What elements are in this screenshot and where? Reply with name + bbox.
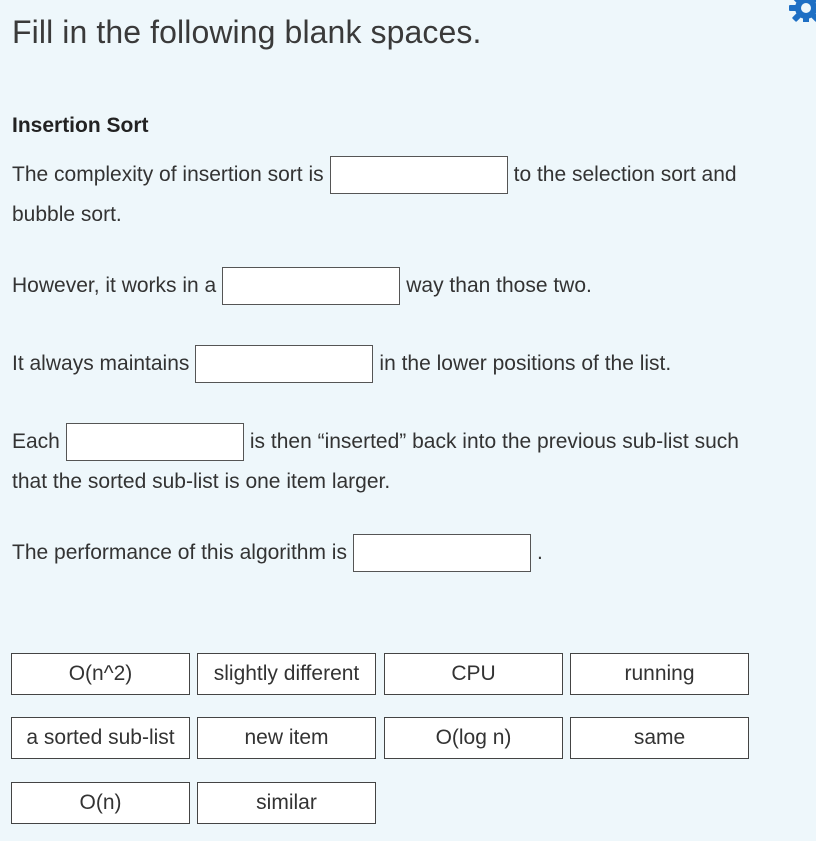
- sentence-3: [12, 344, 671, 384]
- sentence-1-after: to the selection sort and: [513, 163, 737, 186]
- option-running[interactable]: running: [570, 653, 749, 695]
- option-a-sorted-sub-list[interactable]: a sorted sub-list: [11, 717, 190, 759]
- sentence-4-continued-text: that the sorted sub-list is one item larger.: [12, 470, 391, 493]
- option-similar[interactable]: similar: [197, 782, 376, 824]
- option-cpu[interactable]: CPU: [384, 653, 563, 695]
- sentence-5-after: .: [536, 541, 543, 564]
- sentence-2-after: way than those two.: [406, 274, 592, 297]
- sentence-4-after: is then “inserted” back into the previous sub-list such: [249, 430, 739, 453]
- sentence-2-before: However, it works in a: [12, 274, 217, 297]
- sentence-4-continued: [12, 462, 390, 502]
- section-heading: Insertion Sort: [12, 114, 149, 137]
- sentence-3-after: in the lower positions of the list.: [379, 352, 672, 375]
- sentence-1: [12, 155, 737, 195]
- sentence-1-continued-text: bubble sort.: [12, 203, 122, 226]
- sentence-3-before: It always maintains: [12, 352, 190, 375]
- sentence-5: [12, 533, 543, 573]
- blank-3-drop-zone[interactable]: [195, 345, 373, 383]
- blank-4-drop-zone[interactable]: [66, 423, 244, 461]
- option-slightly-different[interactable]: slightly different: [197, 653, 376, 695]
- blank-2-drop-zone[interactable]: [222, 267, 400, 305]
- option-o-n[interactable]: O(n): [11, 782, 190, 824]
- option-new-item[interactable]: new item: [197, 717, 376, 759]
- gear-icon[interactable]: [786, 0, 816, 22]
- option-same[interactable]: same: [570, 717, 749, 759]
- sentence-1-before: The complexity of insertion sort is: [12, 163, 324, 186]
- option-o-n-squared[interactable]: O(n^2): [11, 653, 190, 695]
- sentence-4-before: Each: [12, 430, 60, 453]
- page-title: Fill in the following blank spaces.: [12, 14, 482, 50]
- sentence-5-before: The performance of this algorithm is: [12, 541, 347, 564]
- blank-5-drop-zone[interactable]: [353, 534, 531, 572]
- sentence-2: [12, 266, 592, 306]
- option-o-log-n[interactable]: O(log n): [384, 717, 563, 759]
- sentence-4: [12, 422, 739, 462]
- sentence-1-continued: [12, 195, 122, 235]
- blank-1-drop-zone[interactable]: [330, 156, 508, 194]
